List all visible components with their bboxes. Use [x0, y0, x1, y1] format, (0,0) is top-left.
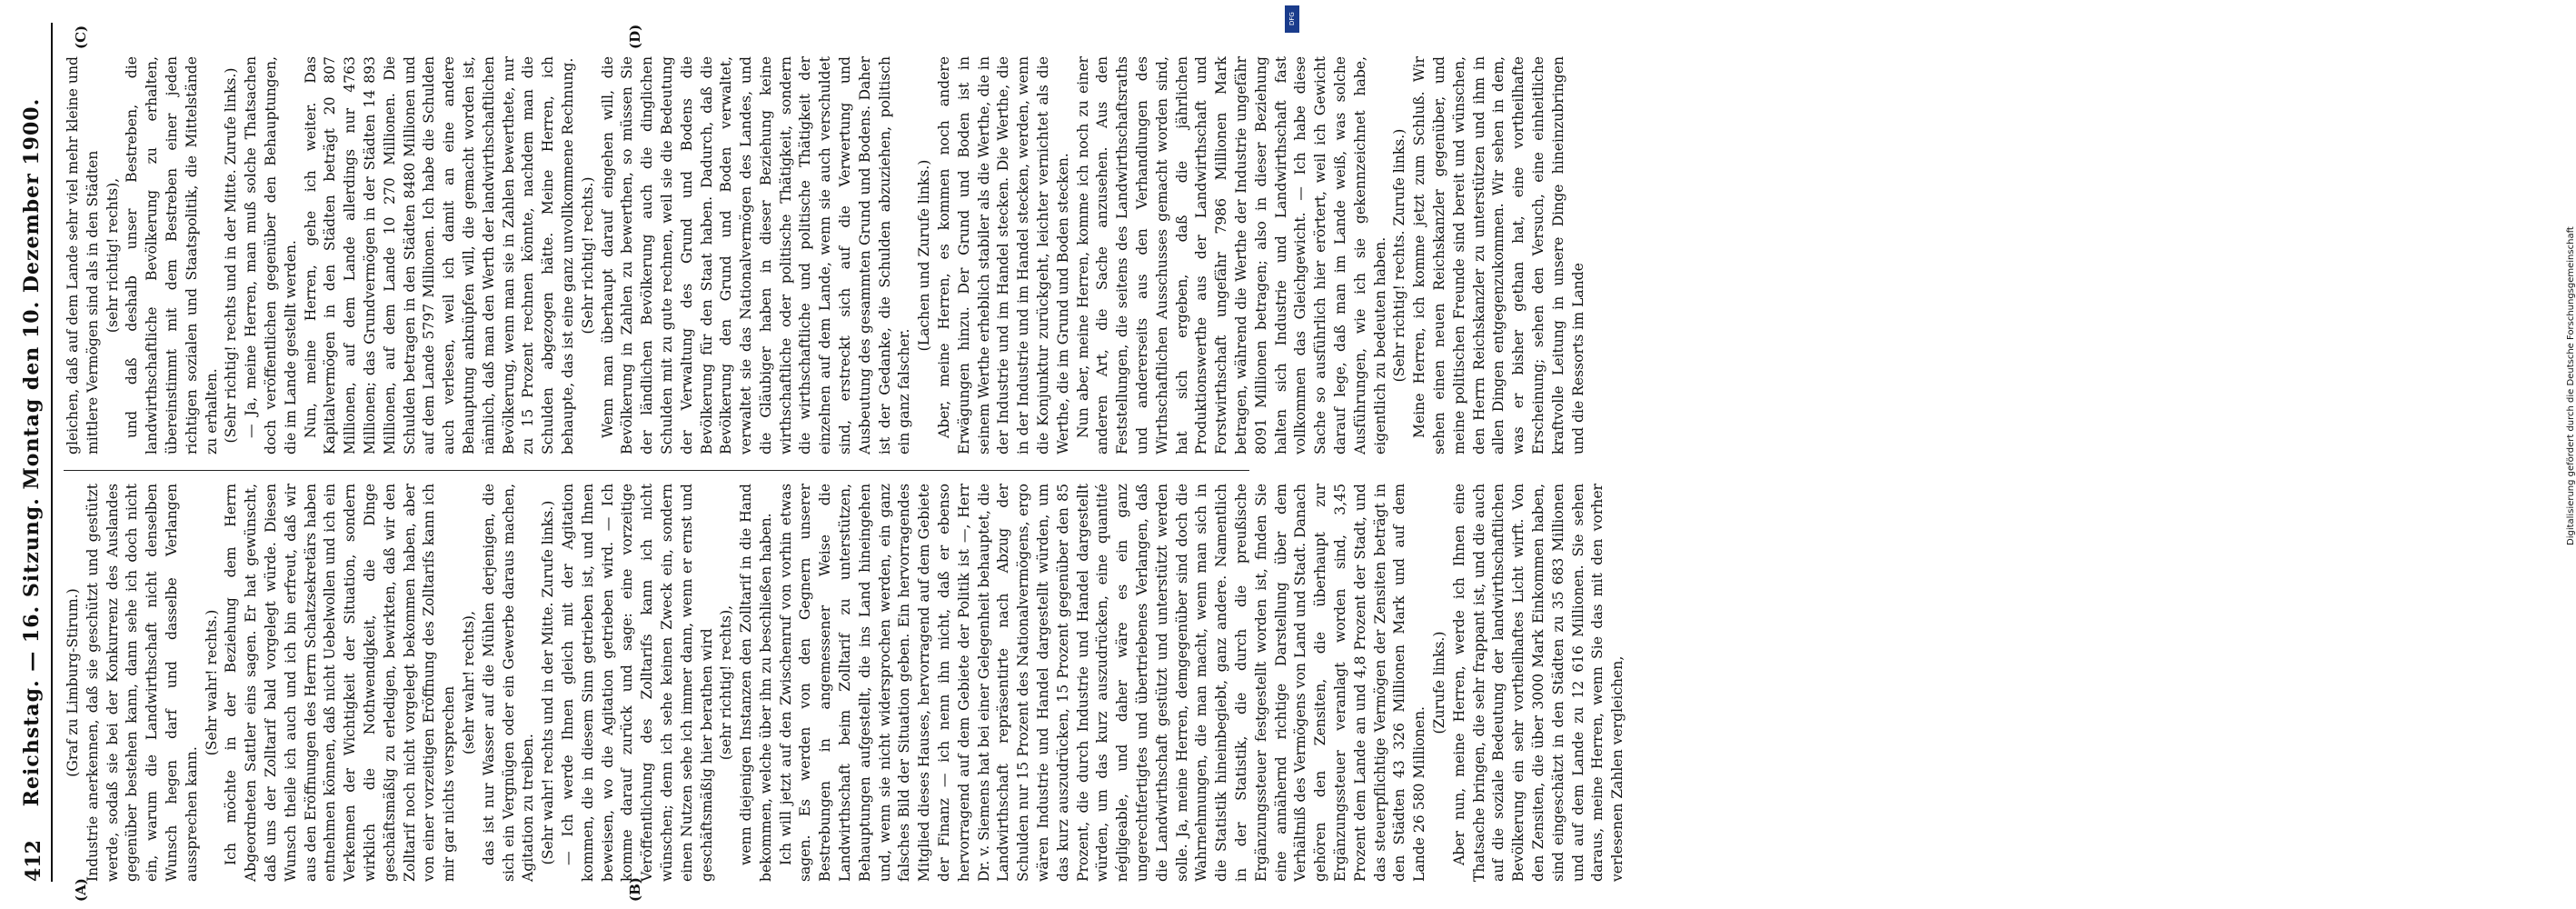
left-column [64, 484, 1626, 882]
paragraph: Industrie anerkennen, daß sie geschützt und gestützt werde, sodaß sie bei der Konkurrenz des Auslandes gegenüber bestehen kann, dann sehe ich doch nicht ein, warum die Landwirthschaft nicht denselben Wunsch hegen darf und dasselbe Verlangen aussprechen kann. [84, 484, 200, 882]
paragraph: wenn diejenigen Instanzen den Zolltarif in die Hand bekommen, welche über ihn zu beschließen haben. [738, 484, 774, 882]
speaker-attribution: (Graf zu Limburg-Stirum.) [65, 588, 81, 777]
digitization-credit: Digitalisierung gefördert durch die Deutsche Forschungsgemeinschaft [2566, 226, 2576, 545]
paragraph: (Sehr richtig! rechts und in der Mitte. Zurufe links.) [223, 67, 240, 444]
paragraph: Nun aber, meine Herren, komme ich noch zu einer anderen Art, die Sache anzusehen. Aus den Feststellungen, die seitens des Landwirthschaftsraths und andererseits aus den Verhandlungen des Wirthschaftlichen Ausschusses gemacht worden sind, hat sich ergeben, daß die jährlichen Produktionswerthe aus der Landwirthschaft und Forstwirthschaft ungefähr 7986 Millionen Mark betragen, während die Werthe der Industrie ungefähr 8091 Millionen betragen; also in dieser Beziehung halten sich Industrie und Landwirthschaft fast vollkommen das Gleichgewicht. — Ich habe diese Sache so ausführlich hier erörtert, weil ich Gewicht darauf lege, daß man im Lande weiß, was solche Ausführungen, wie ich sie gekennzeichnet habe, eigentlich zu bedeuten haben. [1074, 56, 1388, 454]
paragraph: (Sehr richtig! rechts.) [579, 176, 596, 335]
paragraph: (Lachen und Zurufe links.) [916, 159, 933, 352]
paragraph: Meine Herren, ich komme jetzt zum Schluß. Wir sehen einen neuen Reichskanzler gegenüber, und meine politischen Freunde sind bereit und wünschen, den Herrn Reichskanzler zu unterstützen und ihm in allen Dingen entgegenzukommen. Wir sehen in dem, was er bisher gethan hat, eine vortheilhafte Erscheinung; sehen den Versuch, eine einheitliche kraftvolle Leitung in unsere Dinge hineinzubringen und die Ressorts im Lande [1411, 56, 1586, 454]
dfg-logo: DFG [1285, 5, 1299, 33]
paragraph: (sehr wahr! rechts), [460, 611, 477, 754]
margin-mark-c: (C) [73, 25, 89, 49]
paragraph: — Ich werde Ihnen gleich mit der Agitation kommen, die in diesem Sinn getrieben ist, und Ihnen beweisen, wo die Agitation getrieben wird. — Ich komme darauf zurück und sage: eine vorzeitige Veröffentlichung des Zolltarifs kann ich nicht wünschen; denn ich sehe keinen Zweck ein, sondern einen Nutzen sehe ich immer dann, wenn er ernst und geschäftsmäßig hier berathen wird [559, 484, 715, 882]
running-title: Reichstag. — 16. Sitzung. Montag den 10. Dezember 1900. [20, 97, 44, 807]
paragraph: Wenn man überhaupt darauf eingehen will, die Bevölkerung in Zahlen zu bewerthen, so müssen Sie der ländlichen Bevölkerung auch die dinglichen Schulden mit zu gute rechnen, weil sie die Bedeutung der Verwaltung des Grund und Bodens die Bevölkerung für den Staat haben. Dadurch, daß die Bevölkerung den Grund und Boden verwaltet, verwaltet sie das Nationalvermögen des Landes, und die Gläubiger haben in dieser Beziehung keine wirthschaftliche oder politische Thätigkeit, sondern die wirthschaftliche und politische Thätigkeit der einzelnen auf dem Lande, wenn sie auch verschuldet sind, erstreckt sich auf die Verwertung und Ausbeutung des gesammten Grund und Bodens. Daher ist der Gedanke, die Schulden abzuziehen, politisch ein ganz falscher. [599, 56, 913, 454]
paragraph: gleichen, daß auf dem Lande sehr viel mehr kleine und mittlere Vermögen sind als in den Städten [65, 56, 101, 454]
paragraph: Ich möchte in der Beziehung dem Herrn Abgeordneten Sattler eins sagen. Er hat gewünscht, daß uns der Zolltarif bald vorgelegt würde. Diesen Wunsch theile ich auch und ich bin erfreut, daß wir aus den Eröffnungen des Herrn Schatzsekretärs haben entnehmen können, daß nicht Uebelwollen und ich ein Verkennen der Wichtigkeit der Situation, sondern wirklich die Nothwendigkeit, die Dinge geschäftsmäßig zu erledigen, bewirkten, daß wir den Zolltarif noch nicht vorgelegt bekommen haben, aber von einer vorzeitigen Eröffnung des Zolltarifs kann ich mir gar nichts versprechen [223, 484, 458, 882]
column-divider [64, 470, 1249, 471]
paragraph: (Sehr wahr! rechts und in der Mitte. Zurufe links.) [540, 500, 557, 865]
paragraph: (sehr richtig! rechts), [718, 604, 735, 761]
paragraph: Aber, meine Herren, es kommen noch andere Erwägungen hinzu. Der Grund und Boden ist in seinem Werthe erheblich stabiler als die Werthe, die in der Industrie und im Handel stecken. Die Werthe, die in der Industrie und im Handel stecken, werden, wenn die Konjunktur zurückgeht, leichter vernichtet als die Werthe, die im Grund und Boden stecken. [936, 56, 1071, 454]
paragraph: (Sehr wahr! rechts.) [203, 609, 220, 756]
page-number: 412 [22, 840, 45, 882]
paragraph: Ich will jetzt auf den Zwischenruf von vorhin etwas sagen. Es werden von den Gegnern unserer Bestrebungen in angemessener Weise die Landwirthschaft beim Zolltarif zu unterstützen, Behauptungen aufgestellt, die ins Land hineingehen und, wenn sie nicht widersprochen werden, ein ganz falsches Bild der Situation geben. Ein hervorragendes Mitglied dieses Hauses, hervorragend auf dem Gebiete der Finanz — ich nenn ihn nicht, daß er ebenso hervorragend auf dem Gebiete der Politik ist —, Herr Dr. v. Siemens hat bei einer Gelegenheit behauptet, die Landwirthschaft repräsentirte nach Abzug der Schulden nur 15 Prozent des Nationalvermögens, ergo wären Industrie und Handel dargestellt würden, um das kurz auszudrücken, 15 Prozent gegenüber den 85 Prozent, die durch Industrie und Handel dargestellt würden, um das kurz auszudrücken, eine quantité négligeable, und daher wäre es ein ganz ungerechtfertigtes und übertriebenes Verlangen, daß die Landwirthschaft gestützt und unterstützt werden solle. Ja, meine Herren, demgegenüber sind doch die Wahrnehmungen, die man macht, wenn man sich in die Statistik hineinbegiebt, ganz andere. Namentlich in der Statistik, die durch die preußische Ergänzungssteuer festgestellt worden ist, finden Sie eine annähernd richtige Darstellung über dem Verhältniß des Vermögens von Land und Stadt. Danach gehören den Zensiten, die überhaupt zur Ergänzungssteuer veranlagt worden sind, 3,45 Prozent dem Lande an und 4,8 Prozent der Stadt, und das steuerpflichtige Vermögen der Zensiten beträgt in den Städten 43 326 Millionen Mark und auf dem Lande 26 580 Millionen. [777, 484, 1428, 882]
paragraph: das ist nur Wasser auf die Mühlen derjenigen, die sich ein Vergnügen oder ein Gewerbe daraus machen, Agitation zu treiben. [480, 484, 537, 882]
page-header [15, 23, 53, 882]
margin-mark-b: (B) [627, 877, 643, 902]
paragraph: (sehr richtig! rechts), [104, 177, 121, 334]
margin-mark-a: (A) [73, 878, 89, 902]
left-column-text [84, 484, 1628, 882]
paragraph: Nun, meine Herren, gehe ich weiter. Das Kapitalvermögen in den Städten beträgt 20 807 Millionen, auf dem Lande allerdings nur 4763 Millionen; das Grundvermögen in der Städten 14 893 Millionen, auf dem Lande 10 270 Millionen. Die Schulden betragen in den Städten 8480 Millionen und auf dem Lande 5797 Millionen. Ich habe die Schulden auch verlesen, weil ich damit an eine andere Behauptung anknüpfen will, die gemacht worden ist, nämlich, daß man den Werth der landwirthschaftlichen Bevölkerung, wenn man sie in Zahlen bewerthete, nur zu 15 Prozent rechnen könnte, nachdem man die Schulden abgezogen hätte. Meine Herren, ich behaupte, das ist eine ganz unvollkommene Rechnung. [302, 56, 576, 454]
paragraph: (Sehr richtig! rechts. Zurufe links.) [1391, 128, 1408, 383]
right-column-text [64, 56, 1588, 454]
paragraph: — Ja, meine Herren, man muß solche Thatsachen doch veröffentlichen gegenüber den Behauptungen, die im Lande gestellt werden. [243, 56, 299, 454]
paragraph: und daß deshalb unser Bestreben, die landwirthschaftliche Bevölkerung zu erhalten, übereinstimmt mit dem Bestreben einer jeden richtigen sozialen und Staatspolitik, die Mittelstände zu erhalten. [124, 56, 220, 454]
margin-mark-d: (D) [627, 24, 643, 49]
paragraph: (Zurufe links.) [1430, 631, 1447, 734]
paragraph: Aber nun, meine Herren, werde ich Ihnen eine Thatsache bringen, die sehr frappant ist, und die auch auf die soziale Bedeutung der landwirthschaftlichen Bevölkerung ein sehr vortheilhaftes Licht wirft. Von den Zensiten, die über 3000 Mark Einkommen haben, sind eingeschätzt in den Städten zu 35 683 Millionen und auf dem Lande zu 12 616 Millionen. Sie sehen daraus, meine Herren, wenn Sie das mit den vorher verlesenen Zahlen vergleichen, [1450, 484, 1626, 882]
right-column [64, 56, 1586, 454]
